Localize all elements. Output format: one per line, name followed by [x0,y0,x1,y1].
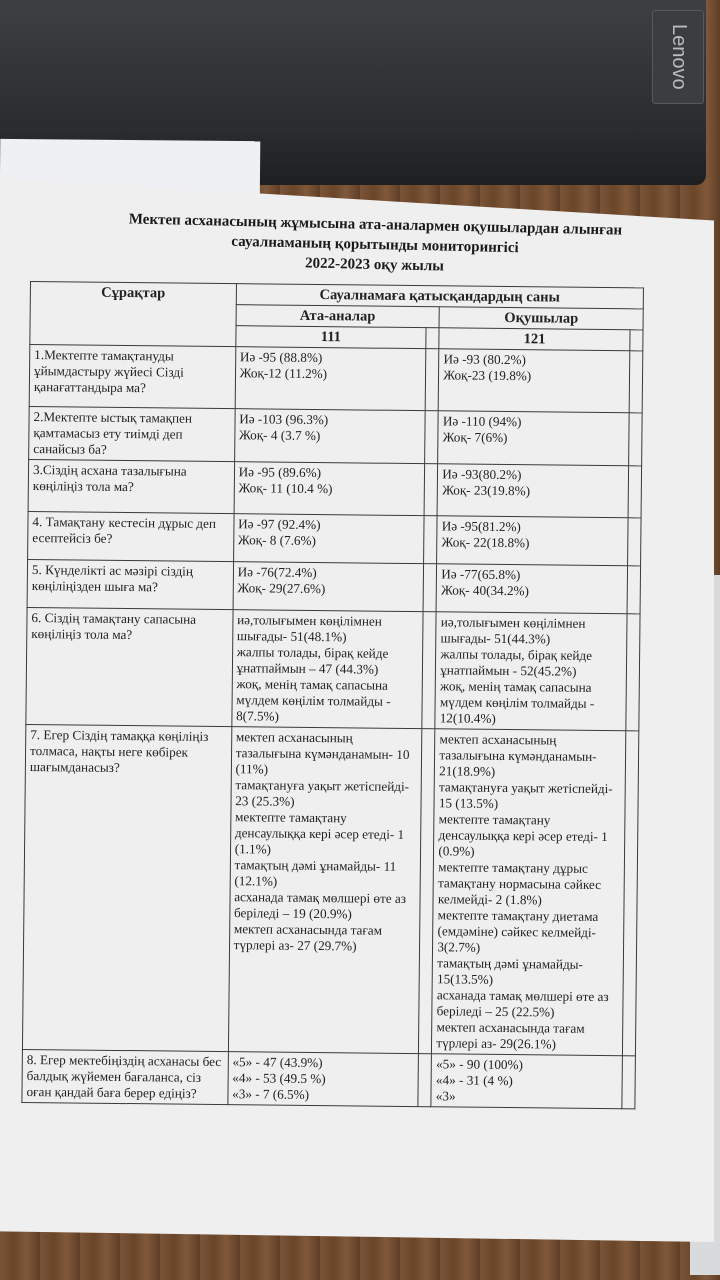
spacer-cell [425,349,439,411]
students-cell: Иә -93(80.2%) Жоқ- 23(19.8%) [437,464,628,518]
question-cell: 1.Мектепте тамақтануды ұйымдастыру жүйесі Сізді қанағаттандыра ма? [29,345,235,409]
table-row [22,724,638,1055]
students-header: Оқушылар [439,307,643,330]
spacer-cell [627,566,641,614]
question-cell: 4. Тамақтану кестесін дұрыс деп есептейсіз бе? [28,511,234,561]
students-cell: Иә -95(81.2%) Жоқ- 22(18.8%) [437,516,628,566]
table-row [22,1049,636,1108]
table-row [29,345,643,413]
students-cell: иә,толығымен көңілімнен шығады- 51(44.3%) жалпы толады, бірақ кейде ұнатпаймын - 52(45.2%) жоқ, менің тамақ сапасына мүлдем көңілім толмайды - 12(10.4%) [435,612,627,731]
parents-cell: «5» - 47 (43.9%) «4» - 53 (49.5 %) «3» - 7 (6.5%) [228,1052,419,1107]
spacer-cell [626,614,640,731]
students-cell: мектеп асханасының тазалығына күмәнданамын- 21(18.9%) тамақтануға уақыт жетіспейді- 15 (13.5%) мектепте тамақтану денсаулыққа кері әсер етеді- 1 (0.9%) мектепте тамақтану дұрыс тамақтану нормасына сәйкес келмейді- 2 (1.8%) мектепте тамақтану диетама (емдәміне) сәйкес келмейді- 3(2.7%) тамақтың дәмі ұнамайды- 15(13.5%) асханада тамақ мөлшері өте аз беріледі – 25 (22.5%) мектеп асханасында тағам түрлері аз- 29(26.1%) [432,729,626,1056]
spacer-cell [424,464,438,516]
spacer-cell [628,413,642,466]
question-cell: 3.Сіздің асхана тазалығына көңіліңіз тола ма? [28,459,234,513]
parents-count: 111 [235,326,426,349]
spacer-cell [622,731,639,1056]
spacer-cell [629,351,643,413]
laptop-brand-logo: Lenovo [652,10,704,104]
table-row [27,559,640,613]
question-cell: 2.Мектепте ыстық тамақпен қамтамасыз ету тиімді деп санайсыз ба? [29,406,235,461]
spacer-cell [627,518,641,566]
title-line-1: Мектеп асханасының жұмысына ата-аналармен оқушылардан алынған [128,211,623,239]
question-cell: 5. Күнделікті ас мәзірі сіздің көңіліңізден шыға ма? [27,559,233,609]
students-cell: Иә -77(65.8%) Жоқ- 40(34.2%) [436,564,627,614]
spacer-cell [628,466,642,518]
spacer-cell [622,1056,636,1109]
questions-header: Сұрақтар [30,282,236,347]
spacer-cell [424,516,438,564]
parents-header: Ата-аналар [236,305,440,328]
table-row [28,511,641,565]
spacer-cell [426,328,439,349]
spacer-cell [423,564,437,612]
survey-table [21,281,644,1109]
question-cell: 8. Егер мектебіңіздің асханасы бес балдық жүйемен бағаланса, сіз оған қандай баға берер едіңіз? [22,1049,228,1104]
question-cell: 7. Егер Сіздің тамаққа көңіліңіз толмаса, нақты неге көбірек шағымданасыз? [22,724,231,1051]
title-line-2: сауалнаманың қорытынды мониторингісі [231,233,519,257]
parents-cell: Иә -95 (89.6%) Жоқ- 11 (10.4 %) [234,462,425,516]
parents-cell: иә,толығымен көңілімнен шығады- 51(48.1%) жалпы толады, бірақ кейде ұнатпаймын – 47 (44.3%) жоқ, менің тамақ сапасына мүлдем көңілім толмайды - 8(7.5%) [232,610,424,729]
students-count: 121 [439,328,630,351]
respondents-header: Сауалнамаға қатысқандардың саны [236,284,644,309]
students-cell: «5» - 90 (100%) «4» - 31 (4 %) «3» [431,1054,622,1109]
spacer-cell [422,612,436,729]
table-row [28,459,642,517]
students-cell: Иә -110 (94%) Жоқ- 7(6%) [438,411,629,466]
parents-cell: Иә -103 (96.3%) Жоқ- 4 (3.7 %) [234,409,425,464]
spacer-cell [418,1054,432,1107]
parents-cell: Иә -97 (92.4%) Жоқ- 8 (7.6%) [233,514,424,564]
parents-cell: Иә -95 (88.8%) Жоқ-12 (11.2%) [235,347,426,411]
parents-cell: мектеп асханасының тазалығына күмәнданамын- 10 (11%) тамақтануға уақыт жетіспейді- 23 (25.3%) мектепте тамақтану денсаулыққа кері әсер етеді- 1 (1.1%) тамақтың дәмі ұнамайды- 11 (12.1%) асханада тамақ мөлшері өте аз беріледі – 19 (20.9%) мектеп асханасында тағам түрлері аз- 27 (29.7%) [228,727,422,1054]
question-cell: 6. Сіздің тамақтану сапасына көңіліңіз тола ма? [26,607,233,726]
table-row [26,607,640,730]
table-row [29,406,643,465]
students-cell: Иә -93 (80.2%) Жоқ-23 (19.8%) [438,349,629,413]
spacer-cell [425,411,439,464]
spacer-cell [630,330,643,351]
title-line-3: 2022-2023 оқу жылы [304,255,445,275]
parents-cell: Иә -76(72.4%) Жоқ- 29(27.6%) [233,562,424,612]
